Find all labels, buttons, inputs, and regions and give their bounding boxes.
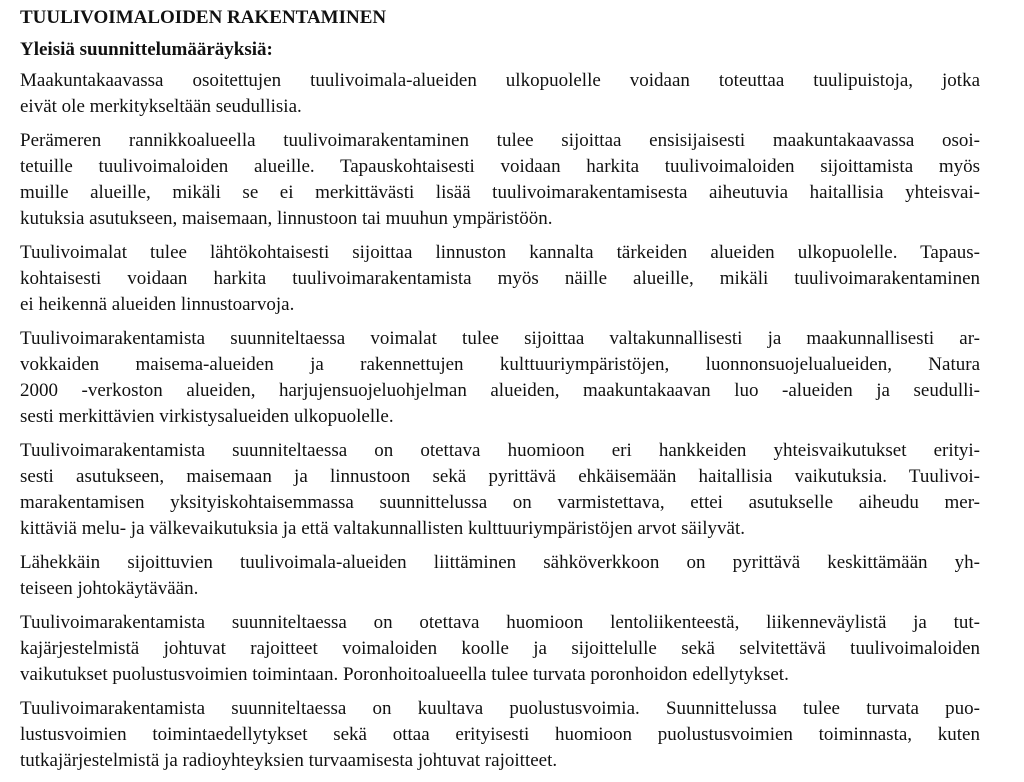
body-paragraph xyxy=(20,326,980,430)
paragraph-line: sesti merkittävien virkistysalueiden ulkopuolelle. xyxy=(20,406,394,427)
paragraph-line: marakentamisen yksityiskohtaisemmassa suunnittelussa on varmistettava, ettei asutukselle aiheudu mer- xyxy=(20,492,980,513)
paragraph-line: muille alueille, mikäli se ei merkittävästi lisää tuulivoimarakentamisesta aiheutuvia haitallisia yhteisvai- xyxy=(20,182,980,203)
paragraph-line: Perämeren rannikkoalueella tuulivoimarakentaminen tulee sijoittaa ensisijaisesti maakuntakaavassa osoi- xyxy=(20,130,980,151)
body-paragraph xyxy=(20,68,980,120)
paragraph-line: vokkaiden maisema-alueiden ja rakennettujen kulttuuriympäristöjen, luonnonsuojelualueiden, Natura xyxy=(20,354,980,375)
paragraph-line: kittäviä melu- ja välkevaikutuksia ja että valtakunnallisten kulttuuriympäristöjen arvot säilyvät. xyxy=(20,518,745,539)
paragraph-line: kohtaisesti voidaan harkita tuulivoimarakentamista myös näille alueille, mikäli tuulivoimarakentaminen xyxy=(20,268,980,289)
paragraph-line: teiseen johtokäytävään. xyxy=(20,578,199,599)
paragraph-list xyxy=(20,68,980,774)
body-paragraph xyxy=(20,696,980,774)
paragraph-line: kajärjestelmistä johtuvat rajoitteet voimaloiden koolle ja sijoittelulle sekä selvitettävä tuulivoimaloiden xyxy=(20,638,980,659)
paragraph-line: tetuille tuulivoimaloiden alueille. Tapauskohtaisesti voidaan harkita tuulivoimaloiden sijoittamista myös xyxy=(20,156,980,177)
body-paragraph xyxy=(20,550,980,602)
paragraph-line: eivät ole merkitykseltään seudullisia. xyxy=(20,96,302,117)
paragraph-line: 2000 -verkoston alueiden, harjujensuojeluohjelman alueiden, maakuntakaavan luo -alueiden ja seudulli- xyxy=(20,380,980,401)
paragraph-line: Tuulivoimarakentamista suunniteltaessa voimalat tulee sijoittaa valtakunnallisesti ja maakunnallisesti ar- xyxy=(20,328,980,349)
paragraph-line: Tuulivoimarakentamista suunniteltaessa on kuultava puolustusvoimia. Suunnittelussa tulee turvata puo- xyxy=(20,698,980,719)
paragraph-line: ei heikennä alueiden linnustoarvoja. xyxy=(20,294,295,315)
paragraph-line: lustusvoimien toimintaedellytykset sekä ottaa erityisesti huomioon puolustusvoimien toiminnasta, kuten xyxy=(20,724,980,745)
paragraph-line: Tuulivoimarakentamista suunniteltaessa on otettava huomioon eri hankkeiden yhteisvaikutukset erityi- xyxy=(20,440,980,461)
paragraph-line: kutuksia asutukseen, maisemaan, linnustoon tai muuhun ympäristöön. xyxy=(20,208,553,229)
paragraph-line: sesti asutukseen, maisemaan ja linnustoon sekä pyrittävä ehkäisemään haitallisia vaikutuksia. Tuulivoi- xyxy=(20,466,980,487)
paragraph-line: Maakuntakaavassa osoitettujen tuulivoimala-alueiden ulkopuolelle voidaan toteuttaa tuulipuistoja, jotka xyxy=(20,70,980,91)
paragraph-line: Tuulivoimarakentamista suunniteltaessa on otettava huomioon lentoliikenteestä, liikenneväylistä ja tut- xyxy=(20,612,980,633)
paragraph-line: tutkajärjestelmistä ja radioyhteyksien turvaamisesta johtuvat rajoitteet. xyxy=(20,750,558,771)
body-paragraph xyxy=(20,128,980,232)
body-paragraph xyxy=(20,240,980,318)
paragraph-line: Tuulivoimalat tulee lähtökohtaisesti sijoittaa linnuston kannalta tärkeiden alueiden ulkopuolelle. Tapaus- xyxy=(20,242,980,263)
body-paragraph xyxy=(20,610,980,688)
paragraph-line: Lähekkäin sijoittuvien tuulivoimala-alueiden liittäminen sähköverkkoon on pyrittävä keskittämään yh- xyxy=(20,552,980,573)
document-title: TUULIVOIMALOIDEN RAKENTAMINEN xyxy=(20,7,387,28)
paragraph-line: vaikutukset puolustusvoimien toimintaan. Poronhoitoalueella tulee turvata poronhoidon edellytykset. xyxy=(20,664,789,685)
body-paragraph xyxy=(20,438,980,542)
document-page xyxy=(20,6,980,782)
section-subtitle: Yleisiä suunnittelumääräyksiä: xyxy=(20,39,273,60)
